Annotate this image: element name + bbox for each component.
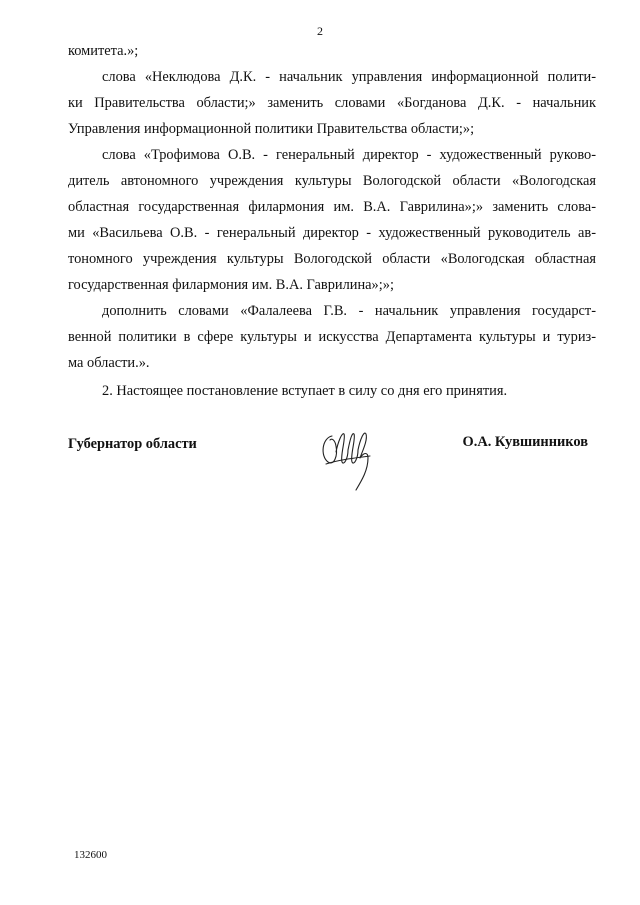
- handwritten-signature-icon: [318, 422, 378, 494]
- text-line: тономного учреждения культуры Вологодской области «Вологодская областная: [68, 251, 596, 267]
- text-line: венной политики в сфере культуры и искусства Департамента культуры и туриз-: [68, 329, 596, 345]
- paragraph-3: [68, 298, 596, 376]
- text-line: 2. Настоящее постановление вступает в силу со дня его принятия.: [102, 383, 508, 399]
- paragraph-continuation: [68, 38, 596, 64]
- text-line: Управления информационной политики Правительства области;»;: [68, 121, 475, 137]
- paragraph-4: [68, 378, 596, 404]
- text-line: ма области.».: [68, 355, 150, 371]
- text-line: ки Правительства области;» заменить словами «Богданова Д.К. - начальник: [68, 95, 596, 111]
- text-line: областная государственная филармония им. В.А. Гаврилина»;» заменить слова-: [68, 199, 596, 215]
- text-line: слова «Трофимова О.В. - генеральный директор - художественный руково-: [102, 147, 596, 163]
- signatory-title: Губернатор области: [68, 436, 197, 452]
- paragraph-2: [68, 142, 596, 298]
- signatory-name: О.А. Кувшинников: [462, 434, 588, 450]
- document-code: 132600: [74, 849, 107, 861]
- signature-block: [68, 430, 596, 510]
- text-line: дитель автономного учреждения культуры Вологодской области «Вологодская: [68, 173, 596, 189]
- page-number: 2: [317, 24, 323, 38]
- paragraph-1: [68, 64, 596, 142]
- text-line: слова «Неклюдова Д.К. - начальник управления информационной полити-: [102, 69, 596, 85]
- text-line: комитета.»;: [68, 43, 139, 59]
- text-line: государственная филармония им. В.А. Гаврилина»;»;: [68, 277, 394, 293]
- text-line: ми «Васильева О.В. - генеральный директор - художественный руководитель ав-: [68, 225, 596, 241]
- text-line: дополнить словами «Фалалеева Г.В. - начальник управления государст-: [102, 303, 596, 319]
